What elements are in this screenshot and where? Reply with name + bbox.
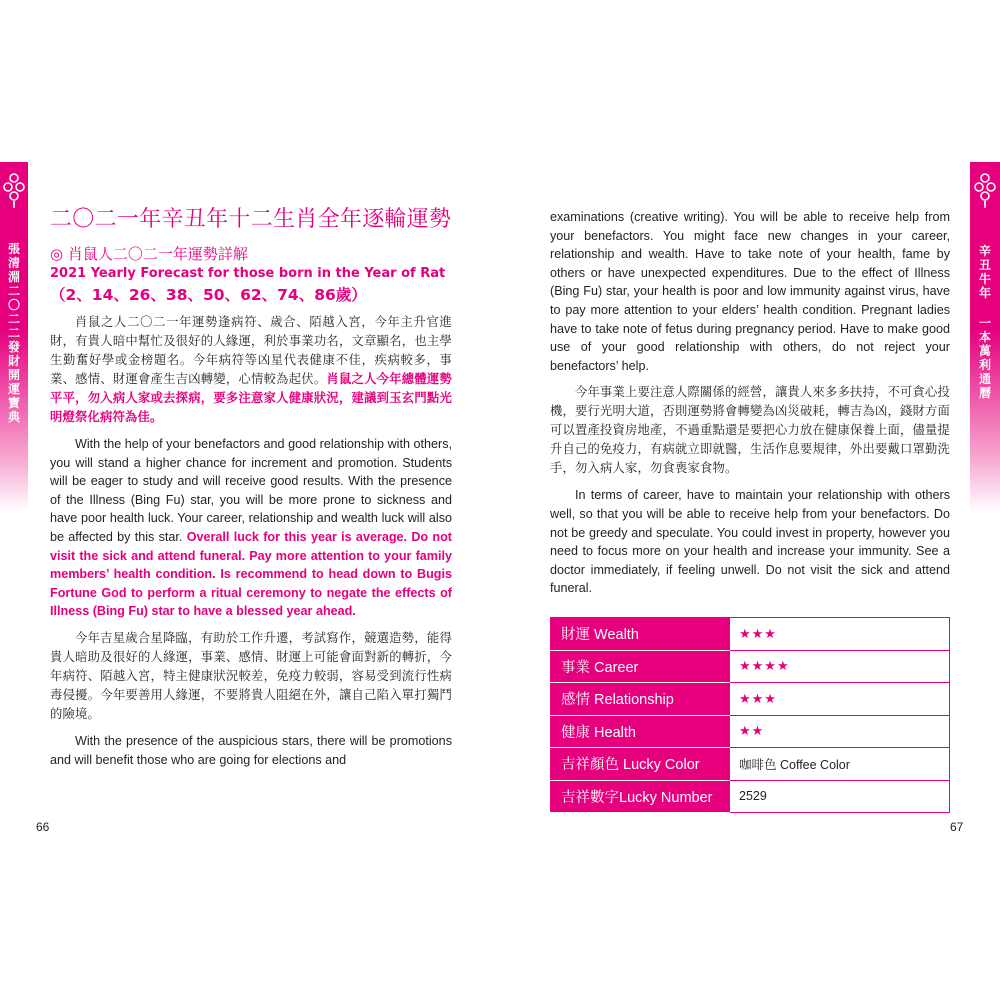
table-value: ★★★★ [730,650,950,683]
page-number-left: 66 [36,820,50,834]
left-page-column [50,205,452,777]
section-heading-cn: ◎ 肖鼠人二〇二一年運勢詳解 [50,245,248,263]
right-tab-text [970,244,1000,400]
fortune-table [550,617,950,813]
right-tab-text-bottom: 一本萬利通曆 [978,316,991,400]
table-value: 咖啡色 Coffee Color [730,748,950,781]
table-row [551,683,950,716]
table-row [551,780,950,813]
paragraph-cn-2: 今年吉星歲合星降臨，有助於工作升遷，考試寫作，競選造勢，能得貴人暗助及很好的人緣運，事業、感情、財運上可能會面對新的轉折，今年病符、陌越入宮，特主健康狀況較差，免疫力較弱，容易受到流行性病毒侵擾。今年要善用人緣運，不要將貴人阻絕在外，讓自己陷入單打獨鬥的險境。 [50,630,452,721]
right-tab-text-top: 辛丑牛年 [978,244,991,300]
table-label: 吉祥數字Lucky Number [551,780,730,813]
paragraph-en-4: In terms of career, have to maintain your relationship with others well, so that you will be able to receive help from your benefactors. Do not be greedy and speculate. You could invest in property, however you need to focus more on your health and increase your immunity. See a doctor immediately, if feeling unwell. Do not visit the sick and attend funeral. [550,488,950,596]
table-label: 感情 Relationship [551,683,730,716]
paragraph-text: 肖鼠之人二〇二一年運勢逢病符、歲合、陌越入宮，今年主升官進財，有貴人暗中幫忙及很好的人緣運，利於事業功名，文章顯名，也主學生勤奮好學或金榜題名。今年病符等凶星代表健康不佳，疾病較多，事業、感情、財運會產生吉凶轉變，心情較為起伏。 [50,315,452,386]
paragraph-cn-1 [50,313,452,427]
table-value: ★★ [730,715,950,748]
section-heading-en: 2021 Yearly Forecast for those born in the Year of Rat [50,266,446,281]
right-side-tab [970,162,1000,512]
table-label: 財運 Wealth [551,618,730,651]
ornament-icon [970,170,1000,210]
section-heading-ages: （2、14、26、38、50、62、74、86歲） [50,286,367,304]
ornament-icon [0,170,28,210]
page-title: 二〇二一年辛丑年十二生肖全年逐輪運勢 [50,207,452,232]
table-row [551,650,950,683]
table-label: 吉祥顏色 Lucky Color [551,748,730,781]
paragraph-cn-3: 今年事業上要注意人際關係的經營，讓貴人來多多扶持，不可貪心投機，要行光明大道，否則運勢將會轉變為凶災破耗，轉吉為凶，錢財方面可以置產投資房地產，不過重點還是要把心力放在健康保養上面，儘量提升自己的免疫力，有病就立即就醫，生活作息要規律，外出要戴口罩勤洗手，勿入病人家，勿食喪家食物。 [550,385,950,476]
page-number-right: 67 [950,820,964,834]
table-value: ★★★ [730,618,950,651]
right-page-column [550,208,950,606]
table-label: 健康 Health [551,715,730,748]
paragraph-en-1 [50,435,452,621]
left-tab-text: 張清淵二〇二二發財開運寶典 [7,242,20,424]
table-label: 事業 Career [551,650,730,683]
table-value: ★★★ [730,683,950,716]
table-row [551,618,950,651]
table-row [551,715,950,748]
highlight-text: Overall luck for this year is average. Do not visit the sick and attend funeral. Pay more attention to your family members’ health condition. Is recommend to head down to Bugis Fortune God to perform a ritual ceremony to negate the effects of Illness (Bing Fu) star to have a blessed year ahead. [50,529,452,619]
table-row [551,748,950,781]
paragraph-en-3: examinations (creative writing). You will be able to receive help from your benefactors. You might face new changes in your career, relationship and wealth. Have to take note of your health, fame by others or have unexpected expenditures. Due to the effect of Illness (Bing Fu) star, your health is poor and low immunity against virus, have to pay more attention to your elders’ health condition. Pregnant ladies have to take note of fetus during pregnancy period. Have to make good use of your good relationship with others, do not reject your benefactors’ help. [550,210,950,373]
table-value: 2529 [730,780,950,813]
highlight-text: 肖鼠之人今年總體運勢平平，勿入病人家或去探病，要多注意家人健康狀況，建議到玉玄門點光明燈祭化病符為佳。 [50,372,452,424]
left-side-tab [0,162,28,512]
paragraph-en-2: With the presence of the auspicious stars, there will be promotions and will benefit those who are going for elections and [50,733,452,767]
paragraph-text: With the help of your benefactors and good relationship with others, you will stand a higher chance for increment and promotion. Students will be eager to study and will receive good results. With the presence of the Illness (Bing Fu) star, you will be more prone to sickness and have poor health luck. Your career, relationship and wealth luck will also be affected by this star. [50,437,452,544]
